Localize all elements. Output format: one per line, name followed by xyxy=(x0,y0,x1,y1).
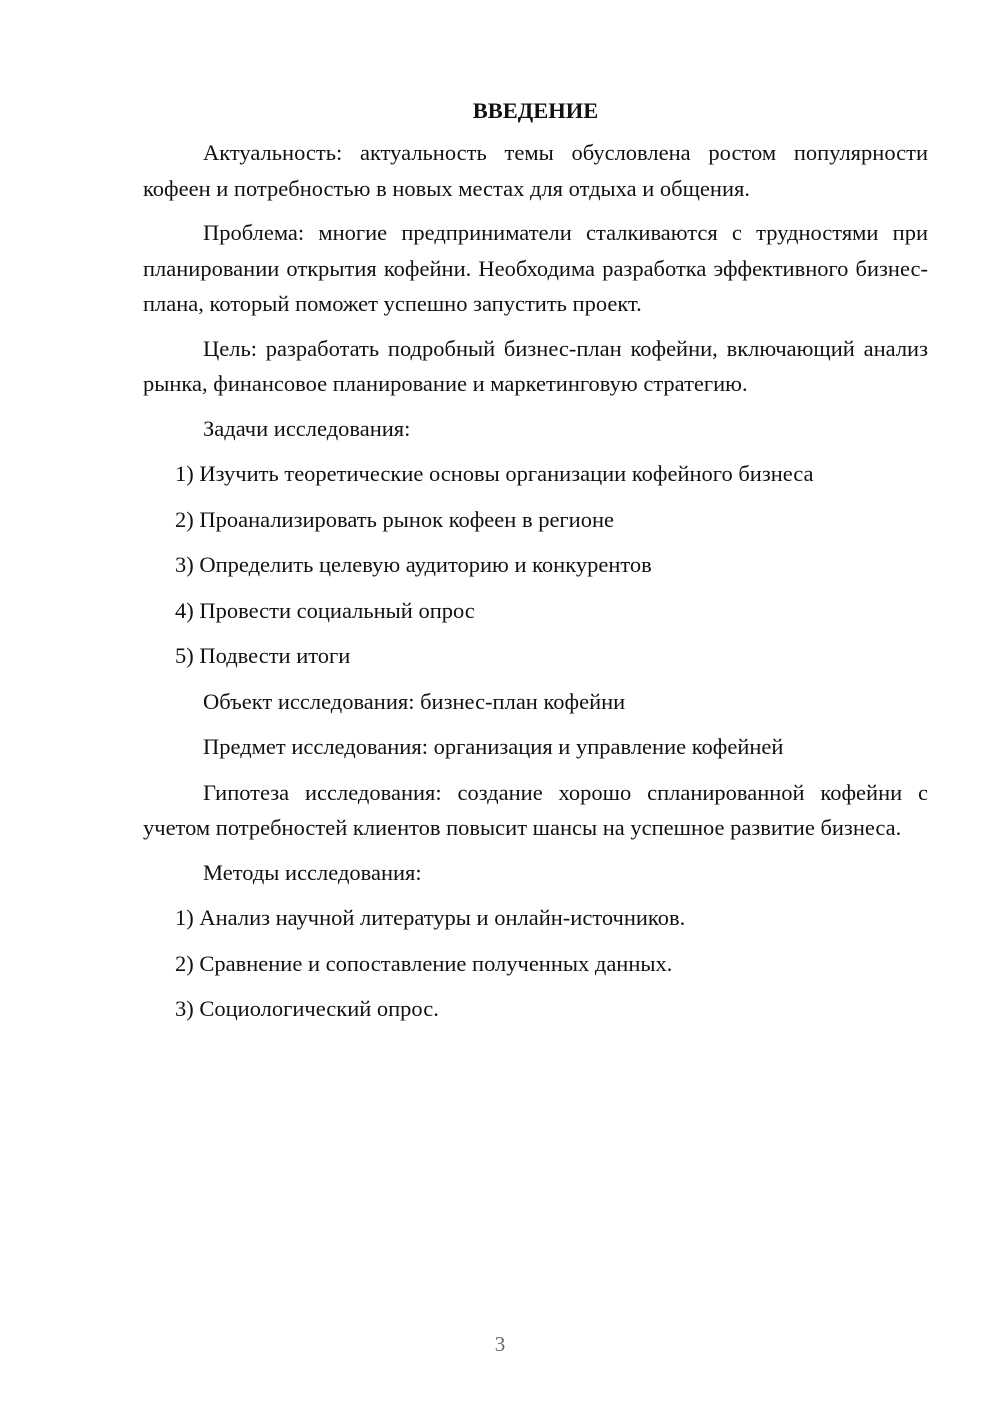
goal-paragraph: Цель: разработать подробный бизнес-план кофейни, включающий анализ рынка, финансовое планирование и маркетинговую стратегию. xyxy=(143,335,928,396)
subject-line: Предмет исследования: организация и управление кофейней xyxy=(203,734,784,759)
task-item: 2) Проанализировать рынок кофеен в регионе xyxy=(175,506,614,532)
method-item: 2) Сравнение и сопоставление полученных данных. xyxy=(175,950,673,976)
task-item: 1) Изучить теоретические основы организации кофейного бизнеса xyxy=(175,461,814,486)
relevance-paragraph: Актуальность: актуальность темы обусловлена ростом популярности кофеен и потребностью в новых местах для отдыха и общения. xyxy=(143,140,928,201)
page-number: 3 xyxy=(494,1332,506,1356)
document-page xyxy=(143,95,928,1037)
tasks-heading: Задачи исследования: xyxy=(203,415,411,441)
section-title: ВВЕДЕНИЕ xyxy=(472,98,599,123)
problem-paragraph: Проблема: многие предприниматели сталкиваются с трудностями при планировании открытия кофейни. Необходима разработка эффективного бизнес-плана, который поможет успешно запустить проект. xyxy=(143,220,928,316)
method-item: 1) Анализ научной литературы и онлайн-источников. xyxy=(175,905,686,930)
methods-heading: Методы исследования: xyxy=(203,859,422,885)
task-item: 4) Провести социальный опрос xyxy=(175,597,475,623)
hypothesis-paragraph: Гипотеза исследования: создание хорошо спланированной кофейни с учетом потребностей клиентов повысит шансы на успешное развитие бизнеса. xyxy=(143,779,928,840)
method-item: 3) Социологический опрос. xyxy=(175,996,439,1021)
task-item: 5) Подвести итоги xyxy=(175,643,351,668)
task-item: 3) Определить целевую аудиторию и конкурентов xyxy=(175,552,652,577)
object-line: Объект исследования: бизнес-план кофейни xyxy=(203,688,626,714)
methods-list xyxy=(143,900,928,1027)
tasks-list xyxy=(143,456,928,674)
